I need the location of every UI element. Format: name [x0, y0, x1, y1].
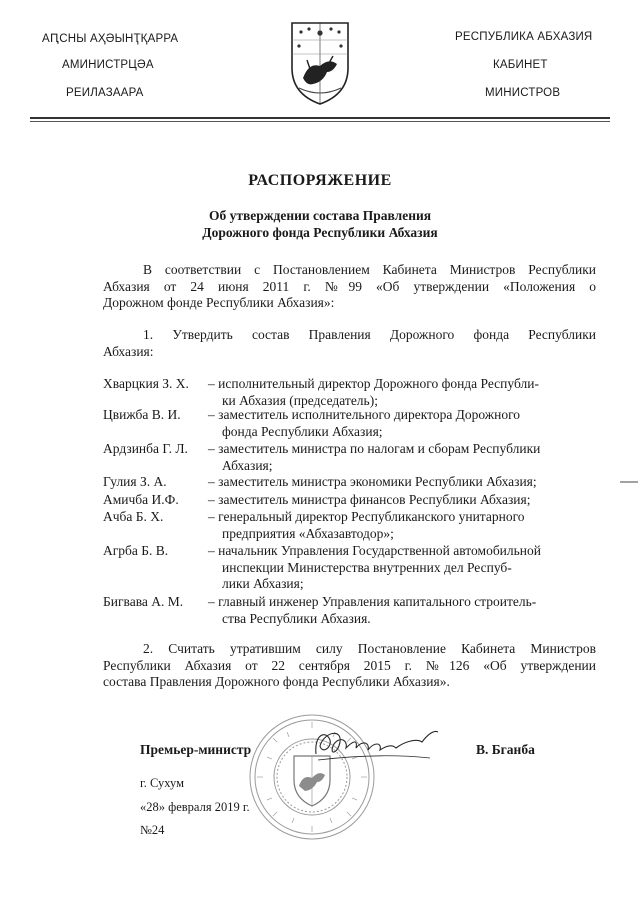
member-role	[208, 474, 600, 491]
point-1-line: Абхазия:	[103, 343, 154, 359]
member-role-line: ства Республики Абхазия.	[222, 610, 371, 626]
member-role	[208, 543, 600, 593]
preamble-paragraph	[103, 262, 596, 312]
point-2-line: состава Правления Дорожного фонда Республики Абхазия».	[103, 674, 450, 689]
member-role	[208, 492, 600, 509]
preamble-line: Дорожном фонде Республики Абхазия»:	[103, 295, 335, 310]
member-name: Бигвава А. М.	[103, 594, 184, 609]
handwritten-signature	[312, 724, 442, 764]
member-name: Амичба И.Ф.	[103, 492, 179, 507]
member-role-line: – заместитель исполнительного директора Дорожного	[208, 407, 521, 422]
member-role-line: фонда Республики Абхазия;	[222, 423, 383, 439]
member-name: Гулия З. А.	[103, 474, 167, 489]
member-role	[208, 441, 600, 474]
document-subtitle-line-1: Об утверждении состава Правления	[208, 208, 432, 223]
point-2-line: Республики Абхазия от 22 сентября 2015 г. №126 «Об утверждении	[103, 657, 596, 673]
signatory-name: В. Бганба	[476, 742, 535, 757]
member-role	[208, 594, 600, 627]
member-name: Ардзинба Г. Л.	[103, 441, 188, 456]
point-2-line: 2. Считать утратившим силу Постановление Кабинета Министров	[143, 641, 596, 656]
member-role	[208, 509, 600, 542]
member-role-line: – главный инженер Управления капитального строитель-	[208, 594, 537, 609]
document-number: №24	[140, 823, 165, 837]
member-name: Цвижба В. И.	[103, 407, 181, 422]
member-role-line: – начальник Управления Государственной автомобильной	[208, 543, 542, 558]
point-1-paragraph	[103, 327, 596, 360]
signatory-title: Премьер-министр	[140, 742, 252, 757]
issue-place: г. Сухум	[140, 776, 185, 790]
header-right-line-1: РЕСПУБЛИКА АБХАЗИЯ	[455, 31, 593, 43]
preamble-line: Абхазия от 24 июня 2011 г. №99 «Об утверждении «Положения о	[103, 278, 596, 294]
member-role-line: Абхазия;	[222, 457, 273, 473]
header-right-line-2: КАБИНЕТ	[493, 59, 548, 71]
point-2-paragraph	[103, 641, 596, 691]
member-role-line: предприятия «Абхазавтодор»;	[222, 525, 394, 541]
member-role-line: – заместитель министра по налогам и сборам Республики	[208, 441, 541, 456]
header-left-line-3: РЕИЛАЗААРА	[66, 87, 144, 99]
member-role-line: – исполнительный директор Дорожного фонда Республи-	[208, 376, 539, 391]
margin-mark-icon	[618, 480, 640, 484]
member-role	[208, 407, 600, 440]
preamble-line: В соответствии с Постановлением Кабинета Министров Республики	[143, 262, 596, 277]
header-left-line-1: АԤСНЫ АҲӘЫНҬҚАРРА	[42, 33, 179, 45]
member-role-line: – заместитель министра экономики Республики Абхазия;	[208, 474, 537, 489]
member-name: Ачба Б. Х.	[103, 509, 164, 524]
header-left-line-2: АМИНИСТРЦӘА	[62, 59, 154, 71]
document-subtitle-line-2: Дорожного фонда Республики Абхазия	[202, 225, 438, 240]
member-role	[208, 376, 600, 409]
member-role-line: – заместитель министра финансов Республики Абхазия;	[208, 492, 531, 507]
issue-date: «28» февраля 2019 г.	[140, 800, 250, 814]
member-role-line: ки Абхазия (председатель);	[222, 392, 378, 408]
coat-of-arms-icon	[289, 20, 351, 106]
document-title: РАСПОРЯЖЕНИЕ	[248, 172, 392, 189]
header-right-line-3: МИНИСТРОВ	[485, 87, 561, 99]
header-rule-thick	[30, 117, 610, 119]
member-name: Агрба Б. В.	[103, 543, 169, 558]
member-role-line: инспекции Министерства внутренних дел Респуб-	[222, 559, 512, 575]
member-role-line: лики Абхазия;	[222, 576, 304, 591]
member-role-line: – генеральный директор Республиканского унитарного	[208, 509, 525, 524]
member-name: Хварцкия З. Х.	[103, 376, 189, 391]
point-1-line: 1. Утвердить состав Правления Дорожного фонда Республики	[143, 327, 596, 342]
header-rule-thin	[30, 121, 610, 122]
